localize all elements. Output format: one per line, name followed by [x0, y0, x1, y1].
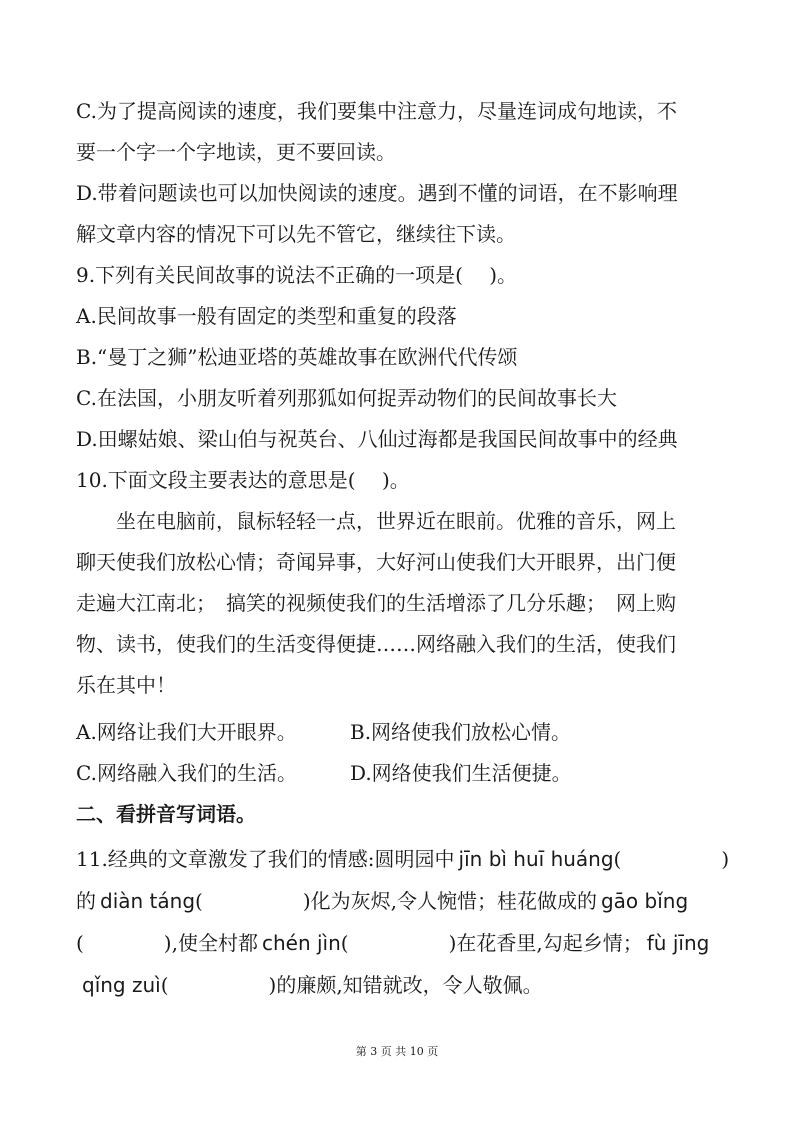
q10-passage-line2: 聊天使我们放松心情；奇闻异事，大好河山使我们大开眼界，出门便 — [76, 550, 676, 574]
q10-option-a: A.网络让我们大开眼界。 — [76, 720, 297, 744]
q11-pinyin-fujing: fù jīng — [646, 931, 710, 955]
q11-line3 — [76, 929, 709, 957]
q11-line2 — [76, 887, 688, 915]
q11-line2-text: 化为灰烬,令人惋惜；桂花做成的 — [310, 889, 597, 913]
q11-answer-blank-3[interactable]: ( ) — [76, 931, 172, 955]
q11-answer-blank-4[interactable]: ( ) — [340, 931, 457, 955]
q8-option-c-line2: 要一个字一个字地读，更不要回读。 — [76, 140, 396, 164]
q10-option-d: D.网络使我们生活便捷。 — [350, 761, 572, 785]
q11-pinyin-gaobing: gāo bǐng — [600, 889, 689, 913]
q9-stem: 9.下列有关民间故事的说法不正确的一项是( )。 — [76, 263, 518, 287]
q11-answer-blank-2[interactable]: ( ) — [195, 889, 311, 913]
q10-option-b: B.网络使我们放松心情。 — [350, 720, 572, 744]
q9-option-c: C.在法国，小朋友听着列那狐如何捉弄动物们的民间故事长大 — [76, 386, 617, 410]
q11-line4 — [82, 971, 543, 999]
q11-line1 — [76, 845, 729, 873]
q11-line2-pre: 的 — [76, 889, 96, 913]
q8-option-d-line2: 解文章内容的情况下可以先不管它，继续往下读。 — [76, 222, 516, 246]
q11-line3-text2: 在花香里,勾起乡情； — [456, 931, 643, 955]
q10-stem: 10.下面文段主要表达的意思是( )。 — [76, 468, 410, 492]
q8-option-c-line1: C.为了提高阅读的速度，我们要集中注意力，尽量连词成句地读，不 — [76, 99, 677, 123]
q10-passage-line3: 走遍大江南北； 搞笑的视频使我们的生活增添了几分乐趣； 网上购 — [76, 591, 676, 615]
q10-passage-line4: 物、读书，使我们的生活变得便捷……网络融入我们的生活，使我们 — [76, 632, 676, 656]
q9-option-d: D.田螺姑娘、梁山伯与祝英台、八仙过海都是我国民间故事中的经典 — [76, 427, 678, 451]
section-heading: 二、看拼音写词语。 — [76, 802, 256, 826]
q8-option-d-line1: D.带着问题读也可以加快阅读的速度。遇到不懂的词语，在不影响理 — [76, 181, 678, 205]
q11-pinyin-diantang: diàn táng — [100, 889, 196, 913]
q11-answer-blank-5[interactable]: ( ) — [160, 973, 277, 997]
q11-line1-text: 11.经典的文章激发了我们的情感:圆明园中 — [76, 847, 455, 871]
q9-option-a: A.民间故事一般有固定的类型和重复的段落 — [76, 304, 457, 328]
q9-option-b: B.“曼丁之狮”松迪亚塔的英雄故事在欧洲代代传颂 — [76, 345, 518, 369]
page-footer: 第 3 页 共 10 页 — [355, 1045, 439, 1058]
q10-option-c: C.网络融入我们的生活。 — [76, 761, 297, 785]
q11-pinyin-jinbihuihuang: jīn bì huī huáng — [458, 847, 614, 871]
q10-passage-line5: 乐在其中！ — [76, 673, 176, 697]
q11-line3-text1: ,使全村都 — [171, 931, 258, 955]
q10-passage-line1: 坐在电脑前，鼠标轻轻一点，世界近在眼前。优雅的音乐，网上 — [116, 509, 676, 533]
q11-pinyin-chenjin: chén jìn — [261, 931, 341, 955]
q11-pinyin-qingzui: qǐng zuì — [82, 973, 161, 997]
q11-answer-blank-1[interactable]: ( ) — [613, 847, 730, 871]
q11-line4-text: 的廉颇,知错就改，令人敬佩。 — [276, 973, 543, 997]
